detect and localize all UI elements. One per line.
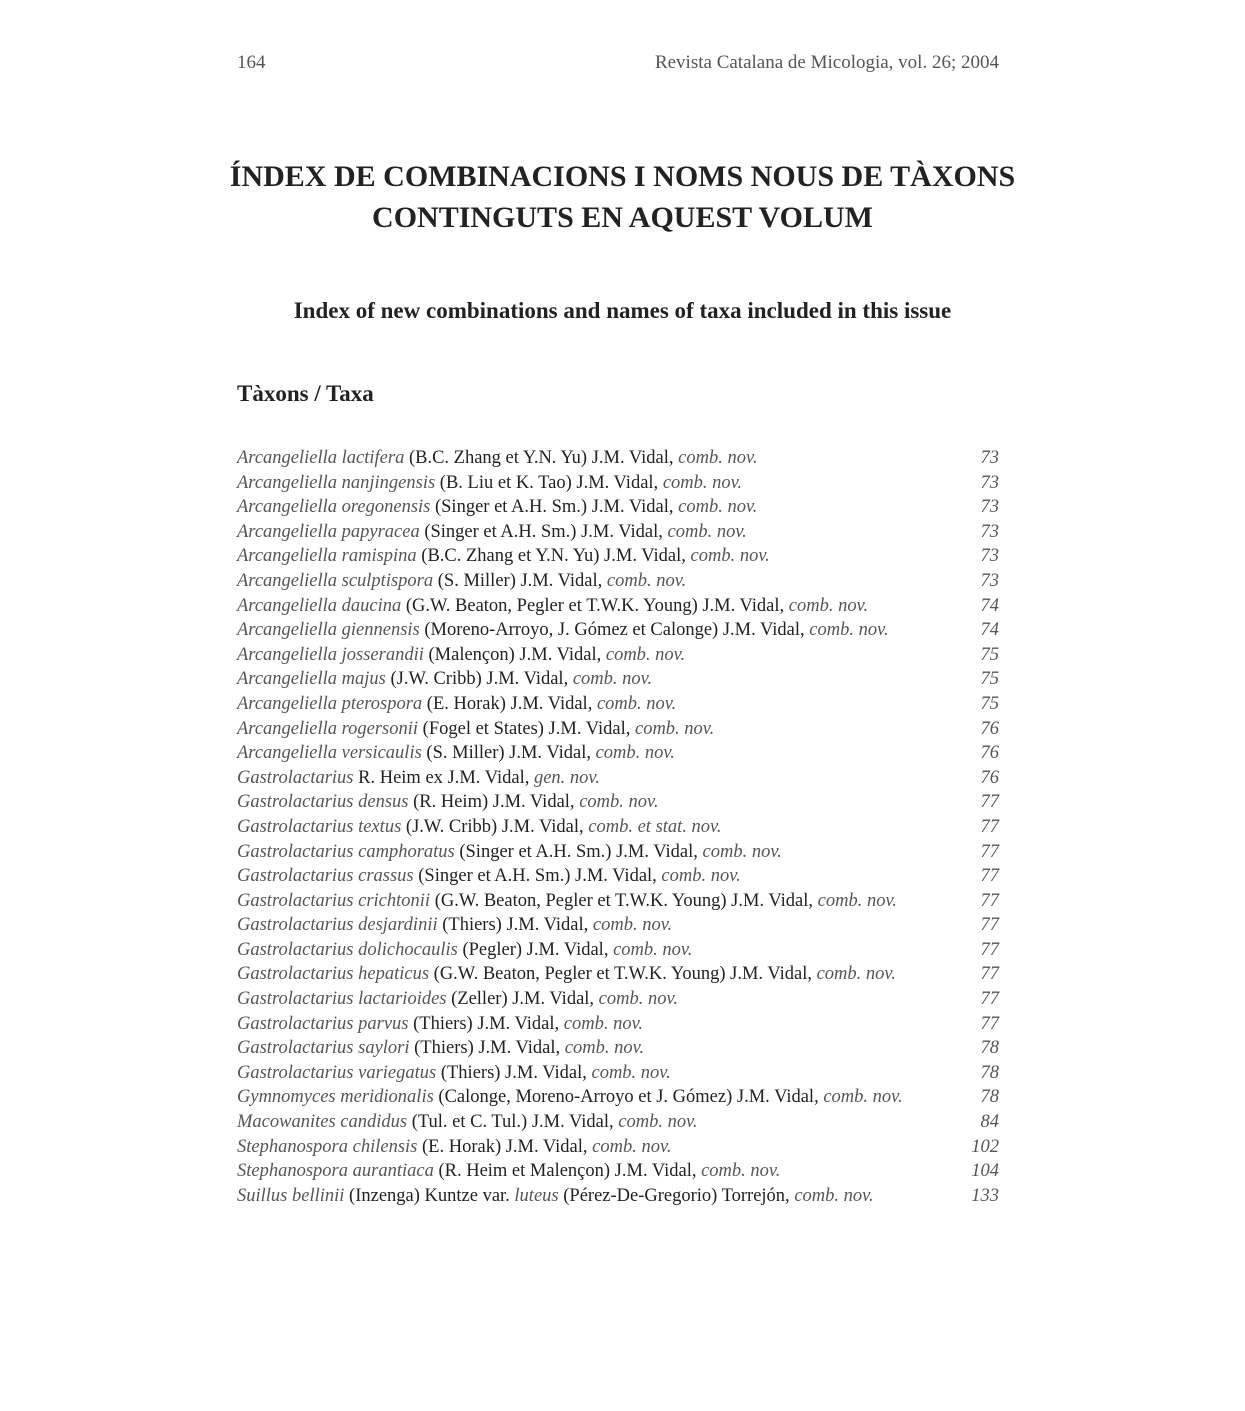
page-title <box>0 156 1245 238</box>
list-item <box>237 889 999 914</box>
page-reference: 73 <box>980 521 999 542</box>
taxon-authors: (Calonge, Moreno-Arroyo et J. Gómez) J.M. Vidal, <box>433 1087 824 1108</box>
taxon-authors: (E. Horak) J.M. Vidal, <box>417 1136 593 1157</box>
taxon-entry <box>237 913 672 938</box>
taxon-name: Gastrolactarius crichtonii <box>237 890 431 911</box>
list-item <box>237 520 999 545</box>
taxon-entry <box>237 1159 780 1184</box>
taxon-name: Gastrolactarius camphoratus <box>237 841 455 862</box>
taxon-name: Arcangeliella lactifera <box>237 448 405 468</box>
taxon-name: Gastrolactarius lactarioides <box>237 989 447 1010</box>
taxon-name: Gastrolactarius saylori <box>237 1038 410 1059</box>
taxon-name: Arcangeliella josserandii <box>237 644 424 665</box>
list-item <box>237 569 999 594</box>
nomenclatural-status: comb. nov. <box>678 448 758 468</box>
nomenclatural-status: comb. nov. <box>598 989 678 1010</box>
list-item <box>237 692 999 717</box>
taxon-entry <box>237 1110 698 1135</box>
page-reference: 73 <box>980 570 999 591</box>
list-item <box>237 1036 999 1061</box>
title-line-1: ÍNDEX DE COMBINACIONS I NOMS NOUS DE TÀXONS <box>229 160 1016 193</box>
taxon-entry <box>237 815 722 840</box>
taxon-name: Arcangeliella sculptispora <box>237 570 434 591</box>
page-reference: 75 <box>980 669 999 690</box>
taxon-entry <box>237 717 714 742</box>
page-reference: 73 <box>980 497 999 518</box>
taxon-authors: (Singer et A.H. Sm.) J.M. Vidal, <box>413 866 662 887</box>
page-reference: 77 <box>980 964 999 985</box>
nomenclatural-status: comb. nov. <box>788 595 869 616</box>
nomenclatural-status: comb. nov. <box>816 964 896 985</box>
taxon-entry <box>237 1061 671 1086</box>
page-reference: 77 <box>980 890 999 911</box>
taxon-authors: (Thiers) J.M. Vidal, <box>409 1038 565 1059</box>
nomenclatural-status: comb. nov. <box>592 1136 672 1157</box>
taxon-authors: (Singer et A.H. Sm.) J.M. Vidal, <box>454 841 703 862</box>
taxon-entry <box>237 840 782 865</box>
taxon-entry <box>237 1184 874 1209</box>
taxon-authors: (G.W. Beaton, Pegler et T.W.K. Young) J.M. Vidal, <box>430 890 818 911</box>
page-subtitle: Index of new combinations and names of taxa included in this issue <box>293 298 952 323</box>
page-reference: 77 <box>980 915 999 936</box>
list-item <box>237 741 999 766</box>
nomenclatural-status: comb. nov. <box>592 915 673 936</box>
list-item <box>237 1061 999 1086</box>
running-header <box>237 52 999 74</box>
list-item <box>237 962 999 987</box>
list-item <box>237 471 999 496</box>
page-reference: 102 <box>971 1136 999 1157</box>
page-reference: 78 <box>980 1038 999 1059</box>
taxon-entry <box>237 766 600 791</box>
list-item <box>237 766 999 791</box>
page-reference: 77 <box>980 841 999 862</box>
journal-citation: Revista Catalana de Micologia, vol. 26; 2004 <box>654 52 999 73</box>
taxon-entry <box>237 962 896 987</box>
list-item <box>237 840 999 865</box>
taxon-name: Gastrolactarius <box>237 767 354 788</box>
taxon-name: Arcangeliella pterospora <box>237 693 423 714</box>
list-item <box>237 446 999 471</box>
list-item <box>237 1184 999 1209</box>
taxon-entry <box>237 544 770 569</box>
taxon-authors: (Fogel et States) J.M. Vidal, <box>418 718 635 739</box>
page-reference: 75 <box>980 644 999 665</box>
list-item <box>237 643 999 668</box>
taxon-authors: (R. Heim et Malençon) J.M. Vidal, <box>433 1161 702 1182</box>
page-reference: 74 <box>980 620 999 641</box>
page-reference: 73 <box>980 448 999 468</box>
nomenclatural-status: comb. nov. <box>690 546 770 567</box>
page-reference: 133 <box>971 1185 999 1206</box>
taxon-entry <box>237 741 675 766</box>
taxon-entry <box>237 1036 644 1061</box>
taxon-entry <box>237 889 897 914</box>
taxon-authors: (J.W. Cribb) J.M. Vidal, <box>401 816 589 837</box>
nomenclatural-status: comb. nov. <box>605 644 686 665</box>
page-reference: 76 <box>980 767 999 788</box>
list-item <box>237 495 999 520</box>
page-reference: 73 <box>980 472 999 493</box>
page-reference: 73 <box>980 546 999 567</box>
taxon-authors: R. Heim ex J.M. Vidal, <box>353 767 534 788</box>
taxon-name: Gastrolactarius desjardinii <box>237 915 438 936</box>
section-heading: Tàxons / Taxa <box>237 381 374 406</box>
nomenclatural-status: comb. nov. <box>817 890 897 911</box>
list-item <box>237 913 999 938</box>
taxon-authors: (S. Miller) J.M. Vidal, <box>433 570 607 591</box>
taxon-authors: (Moreno-Arroyo, J. Gómez et Calonge) J.M. Vidal, <box>419 620 810 641</box>
list-item <box>237 938 999 963</box>
list-item <box>237 717 999 742</box>
taxon-authors: (G.W. Beaton, Pegler et T.W.K. Young) J.M. Vidal, <box>401 595 789 616</box>
taxon-authors: (J.W. Cribb) J.M. Vidal, <box>385 669 573 690</box>
taxon-name: Gastrolactarius parvus <box>237 1013 409 1034</box>
taxon-authors: (Tul. et C. Tul.) J.M. Vidal, <box>407 1112 619 1133</box>
taxon-name: Suillus bellinii <box>237 1185 345 1206</box>
taxon-authors: (Malençon) J.M. Vidal, <box>423 644 606 665</box>
taxon-authors: (Inzenga) Kuntze var. <box>344 1185 515 1206</box>
taxon-entry <box>237 692 676 717</box>
nomenclatural-status: gen. nov. <box>533 767 600 788</box>
nomenclatural-status: comb. nov. <box>596 693 677 714</box>
taxon-entry <box>237 987 678 1012</box>
list-item <box>237 594 999 619</box>
list-item <box>237 1110 999 1135</box>
nomenclatural-status: comb. nov. <box>823 1087 903 1108</box>
page-reference: 78 <box>980 1087 999 1108</box>
page-reference: 77 <box>980 816 999 837</box>
taxon-entry <box>237 938 692 963</box>
list-item <box>237 987 999 1012</box>
nomenclatural-status: comb. nov. <box>564 1038 645 1059</box>
nomenclatural-status: comb. nov. <box>701 1161 781 1182</box>
nomenclatural-status: comb. nov. <box>591 1062 671 1083</box>
taxon-authors: (Thiers) J.M. Vidal, <box>408 1013 564 1034</box>
taxon-name: Stephanospora aurantiaca <box>237 1161 434 1182</box>
taxon-name: Gastrolactarius textus <box>237 816 402 837</box>
taxon-authors: (B. Liu et K. Tao) J.M. Vidal, <box>435 472 663 493</box>
nomenclatural-status: comb. nov. <box>794 1185 874 1206</box>
taxon-name: Arcangeliella nanjingensis <box>237 472 436 493</box>
taxon-authors: (Zeller) J.M. Vidal, <box>446 989 599 1010</box>
nomenclatural-status: comb. nov. <box>618 1112 698 1133</box>
list-item <box>237 815 999 840</box>
taxon-name: Gastrolactarius densus <box>237 792 409 813</box>
taxon-entry <box>237 1135 671 1160</box>
list-item <box>237 618 999 643</box>
nomenclatural-status: comb. nov. <box>678 497 758 518</box>
list-item <box>237 864 999 889</box>
page-reference: 75 <box>980 693 999 714</box>
taxon-entry <box>237 569 686 594</box>
page-reference: 76 <box>980 743 999 764</box>
taxon-entry <box>237 864 741 889</box>
taxon-name: Arcangeliella oregonensis <box>237 497 431 518</box>
nomenclatural-status: comb. nov. <box>662 472 743 493</box>
taxon-name: Gastrolactarius variegatus <box>237 1062 437 1083</box>
taxon-authors: (G.W. Beaton, Pegler et T.W.K. Young) J.M. Vidal, <box>429 964 817 985</box>
page-reference: 104 <box>971 1161 999 1182</box>
taxon-name: Arcangeliella papyracea <box>237 521 420 542</box>
taxon-entry <box>237 495 757 520</box>
nomenclatural-status: comb. nov. <box>595 743 675 764</box>
taxon-name: Arcangeliella ramispina <box>237 546 417 567</box>
list-item <box>237 1135 999 1160</box>
taxon-authors: (B.C. Zhang et Y.N. Yu) J.M. Vidal, <box>404 448 679 468</box>
nomenclatural-status: comb. nov. <box>572 669 653 690</box>
page-reference: 77 <box>980 792 999 813</box>
list-item <box>237 1159 999 1184</box>
nomenclatural-status: comb. nov. <box>563 1013 644 1034</box>
taxon-authors: (Thiers) J.M. Vidal, <box>436 1062 592 1083</box>
taxon-name: Macowanites candidus <box>237 1112 408 1133</box>
nomenclatural-status: comb. nov. <box>661 866 741 887</box>
taxon-entry <box>237 618 889 643</box>
taxon-name: Arcangeliella daucina <box>237 595 402 616</box>
taxon-authors: (Singer et A.H. Sm.) J.M. Vidal, <box>419 521 668 542</box>
taxon-name: Gastrolactarius hepaticus <box>237 964 430 985</box>
taxon-name: Arcangeliella rogersonii <box>237 718 419 739</box>
taxon-entry <box>237 1085 903 1110</box>
taxon-authors: (E. Horak) J.M. Vidal, <box>422 693 597 714</box>
taxon-entry <box>237 471 742 496</box>
list-item <box>237 1085 999 1110</box>
taxon-entry <box>237 790 658 815</box>
taxon-entry <box>237 594 868 619</box>
taxon-name: Arcangeliella giennensis <box>237 620 420 641</box>
page-reference: 77 <box>980 939 999 960</box>
taxon-authors: (R. Heim) J.M. Vidal, <box>408 792 580 813</box>
page-reference: 77 <box>980 1013 999 1034</box>
taxon-variety-authors: (Pérez-De-Gregorio) Torrejón, <box>558 1185 795 1206</box>
taxon-entry <box>237 446 757 471</box>
taxon-entry <box>237 667 652 692</box>
taxon-authors: (B.C. Zhang et Y.N. Yu) J.M. Vidal, <box>416 546 691 567</box>
taxon-name: Gastrolactarius crassus <box>237 866 414 887</box>
taxon-name: Stephanospora chilensis <box>237 1136 418 1157</box>
taxon-name: Arcangeliella majus <box>237 669 386 690</box>
list-item <box>237 790 999 815</box>
taxon-entry <box>237 520 747 545</box>
page-reference: 77 <box>980 989 999 1010</box>
nomenclatural-status: comb. nov. <box>579 792 659 813</box>
taxon-authors: (S. Miller) J.M. Vidal, <box>421 743 596 764</box>
nomenclatural-status: comb. et stat. nov. <box>588 816 722 837</box>
taxon-authors: (Thiers) J.M. Vidal, <box>437 915 593 936</box>
taxon-authors: (Singer et A.H. Sm.) J.M. Vidal, <box>430 497 679 518</box>
nomenclatural-status: comb. nov. <box>634 718 715 739</box>
list-item <box>237 544 999 569</box>
taxon-name: Gastrolactarius dolichocaulis <box>237 939 458 960</box>
nomenclatural-status: comb. nov. <box>809 620 889 641</box>
page-reference: 77 <box>980 866 999 887</box>
taxon-name: Arcangeliella versicaulis <box>237 743 422 764</box>
nomenclatural-status: comb. nov. <box>613 939 693 960</box>
taxon-entry <box>237 643 685 668</box>
nomenclatural-status: comb. nov. <box>606 570 687 591</box>
nomenclatural-status: comb. nov. <box>702 841 782 862</box>
list-item <box>237 667 999 692</box>
page-reference: 78 <box>980 1062 999 1083</box>
page-reference: 74 <box>980 595 999 616</box>
page-number: 164 <box>237 52 266 73</box>
taxon-authors: (Pegler) J.M. Vidal, <box>457 939 614 960</box>
taxon-variety-name: luteus <box>514 1185 559 1206</box>
list-item <box>237 1012 999 1037</box>
taxon-name: Gymnomyces meridionalis <box>237 1087 434 1108</box>
title-line-2: CONTINGUTS EN AQUEST VOLUM <box>372 201 873 234</box>
nomenclatural-status: comb. nov. <box>667 521 747 542</box>
page-reference: 84 <box>980 1112 999 1133</box>
page-reference: 76 <box>980 718 999 739</box>
taxon-entry <box>237 1012 643 1037</box>
taxa-index-list <box>237 446 999 1208</box>
